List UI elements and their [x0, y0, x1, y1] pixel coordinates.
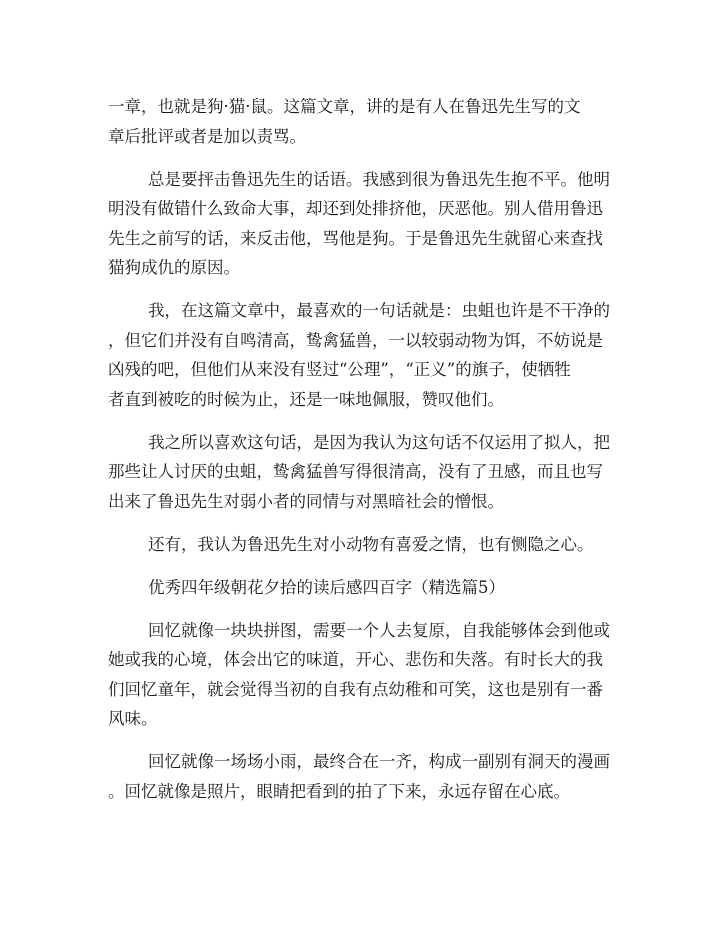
paragraph-5	[108, 530, 618, 560]
text-line: 者直到被吃的时候为止，还是一味地佩服，赞叹他们。	[108, 389, 504, 409]
document-body	[108, 92, 618, 820]
text-line: 风味。	[108, 709, 158, 728]
text-line: 明没有做错什么致命大事，却还到处排挤他，厌恶他。别人借用鲁迅	[108, 199, 603, 218]
heading-line: 优秀四年级朝花夕拾的读后感四百字（精选篇5）	[148, 577, 505, 597]
paragraph-4	[108, 428, 618, 517]
text-line: 。回忆就像是照片，眼睛把看到的拍了下来，永远存留在心底。	[108, 781, 570, 801]
text-line: 章后批评或者是加以责骂。	[108, 126, 306, 146]
text-line: 总是要抨击鲁迅先生的话语。我感到很为鲁迅先生抱不平。他明	[148, 169, 610, 189]
text-line: 她或我的心境，体会出它的味道，开心、悲伤和失落。有时长大的我	[108, 650, 603, 669]
text-line: 凶残的吧，但他们从来没有竖过“公理”，“正义”的旗子，使牺牲	[108, 360, 571, 379]
text-line: 那些让人讨厌的虫蛆，鸷禽猛兽写得很清高，没有了丑感，而且也写	[108, 462, 603, 481]
paragraph-8	[108, 747, 618, 806]
paragraph-3	[108, 296, 618, 414]
text-line: 回忆就像一块块拼图，需要一个人去复原，自我能够体会到他或	[148, 620, 610, 640]
section-heading	[108, 573, 618, 603]
text-line: 猫狗成仇的原因。	[108, 258, 240, 277]
text-line: 一章，也就是狗·猫·鼠。这篇文章，讲的是有人在鲁迅先生写的文	[108, 97, 581, 116]
text-line: ，但它们并没有自鸣清高，鸷禽猛兽，一以较弱动物为饵，不妨说是	[108, 330, 603, 350]
paragraph-7	[108, 616, 618, 734]
text-line: 先生之前写的话，来反击他，骂他是狗。于是鲁迅先生就留心来查找	[108, 228, 603, 248]
paragraph-1	[108, 92, 618, 151]
text-line: 回忆就像一场场小雨，最终合在一齐，构成一副别有洞天的漫画	[148, 752, 610, 771]
text-line: 我，在这篇文章中，最喜欢的一句话就是：虫蛆也许是不干净的	[148, 301, 610, 320]
text-line: 我之所以喜欢这句话，是因为我认为这句话不仅运用了拟人，把	[148, 432, 610, 452]
paragraph-2	[108, 165, 618, 283]
text-line: 们回忆童年，就会觉得当初的自我有点幼稚和可笑，这也是别有一番	[108, 679, 603, 699]
text-line: 还有，我认为鲁迅先生对小动物有喜爱之情，也有恻隐之心。	[148, 534, 594, 554]
text-line: 出来了鲁迅先生对弱小者的同情与对黑暗社会的憎恨。	[108, 491, 504, 511]
